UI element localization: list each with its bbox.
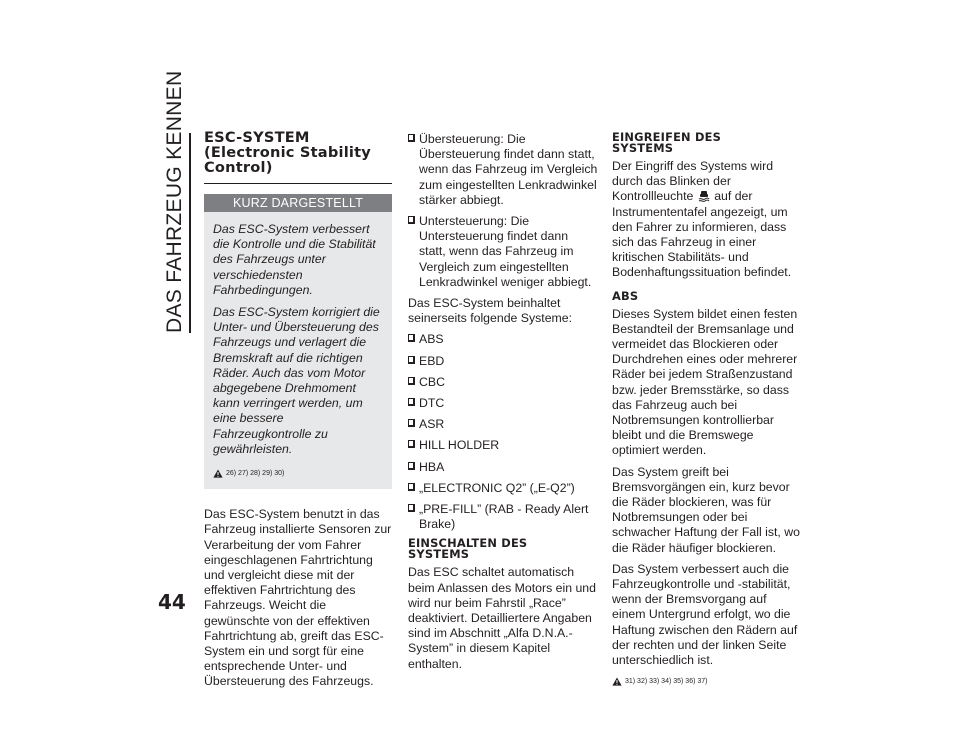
systems-list: [408, 332, 598, 532]
checkbox-icon: [408, 483, 415, 491]
chapter-title: DAS FAHRZEUG KENNEN: [163, 70, 186, 333]
checkbox-icon: [408, 377, 415, 385]
checkbox-icon: [408, 334, 415, 342]
intervention-paragraph: Der Eingriff des Systems wird durch das Blinken der Kontrollleuchte auf der Instrumententafel angezeigt, um den Fahrer zu informieren, dass sich das Fahrzeug in einer kritischen Stabilitäts- und Bodenhaftungssituation befindet.: [612, 159, 792, 280]
list-item: DTC: [408, 396, 598, 411]
list-item: HBA: [408, 460, 598, 475]
summary-paragraph: Das ESC-System verbessert die Kontrolle und die Stabilität des Fahrzeugs unter verschiedensten Fahrbedingungen.: [213, 222, 376, 297]
esc-body-paragraph: Das ESC-System benutzt in das Fahrzeug installierte Sensoren zur Verarbeitung der vom Fahrer eingeschlagenen Fahrtrichtung und vergleicht diese mit der effektiven Fahrtrichtung des Fahrzeugs. Weicht die gewünschte von der effektiven Fahrtrichtung ab, greift das ESC-System ein und sorgt für eine entsprechende Unter- und Übersteuerung des Fahrzeugs.: [204, 507, 392, 689]
esc-warning-lamp-icon: [698, 190, 710, 202]
list-item: ASR: [408, 417, 598, 432]
chapter-rule: [189, 133, 191, 333]
column-2: [408, 132, 598, 678]
activation-heading: EINSCHALTEN DES SYSTEMS: [408, 536, 528, 562]
heading-line: (Electronic Stability: [204, 144, 371, 161]
summary-paragraph: Das ESC-System korrigiert die Unter- und Übersteuerung des Fahrzeugs und verlagert die Bremskraft auf die richtigen Räder. Auch das vom Motor abgegebene Drehmoment kann verringert werden, um eine bessere Fahrzeugkontrolle zu gewährleisten.: [213, 305, 380, 456]
list-item: ABS: [408, 332, 598, 347]
reference-numbers: 26) 27) 28) 29) 30): [226, 470, 285, 478]
abs-paragraph: Das System verbessert auch die Fahrzeugkontrolle und -stabilität, wenn der Bremsvorgang auf einem Untergrund erfolgt, wo die Haftung zwischen den Rädern auf der rechten und der linken Seite unterschiedlich ist.: [612, 561, 798, 668]
warning-triangle-icon: [213, 469, 223, 478]
warning-triangle-icon: [612, 677, 622, 686]
warning-references: [213, 466, 384, 481]
checkbox-icon: [408, 398, 415, 406]
checkbox-icon: [408, 462, 415, 470]
warning-references: [612, 674, 802, 689]
checkbox-icon: [408, 440, 415, 448]
abs-paragraph: Das System greift bei Bremsvorgängen ein, kurz bevor die Räder blockieren, was für Notbremsungen oder bei schwacher Haftung der Fall ist, wo die Räder häufiger blockieren.: [612, 464, 800, 555]
list-item: „PRE-FILL” (RAB - Ready Alert Brake): [408, 502, 598, 532]
checkbox-icon: [408, 216, 415, 224]
steering-list: [408, 132, 598, 290]
list-item: EBD: [408, 354, 598, 369]
column-1: [204, 130, 392, 696]
list-item: Übersteuerung: Die Übersteuerung findet dann statt, wenn das Fahrzeug im Vergleich zum eingestellten Lenkradwinkel stärker abbiegt.: [408, 132, 598, 208]
checkbox-icon: [408, 356, 415, 364]
intervention-heading: EINGREIFEN DES SYSTEMS: [612, 130, 721, 155]
summary-body: [204, 212, 392, 489]
summary-title: KURZ DARGESTELLT: [204, 194, 392, 212]
heading-line: ESC-SYSTEM: [204, 129, 310, 146]
list-item: Untersteuerung: Die Untersteuerung findet dann statt, wenn das Fahrzeug im Vergleich zum eingestellten Lenkradwinkel weniger abbiegt.: [408, 214, 598, 290]
page-number: 44: [158, 590, 186, 614]
checkbox-icon: [408, 419, 415, 427]
reference-numbers: 31) 32) 33) 34) 35) 36) 37): [625, 678, 708, 686]
column-3: [612, 130, 802, 690]
heading-line: Control): [204, 159, 273, 176]
summary-box: [204, 194, 392, 489]
list-item: CBC: [408, 375, 598, 390]
abs-heading: ABS: [612, 288, 639, 303]
checkbox-icon: [408, 504, 415, 512]
list-item: „ELECTRONIC Q2” („E-Q2”): [408, 481, 598, 496]
activation-paragraph: Das ESC schaltet automatisch beim Anlassen des Motors ein und wird nur beim Fahrstil „Race” deaktiviert. Detailliertere Angaben sind im Abschnitt „Alfa D.N.A.-System” in diesem Kapitel enthalten.: [408, 565, 596, 671]
list-item: HILL HOLDER: [408, 438, 598, 453]
checkbox-icon: [408, 134, 415, 142]
esc-system-heading: [204, 130, 392, 184]
systems-intro: Das ESC-System beinhaltet seinerseits folgende Systeme:: [408, 296, 573, 326]
abs-paragraph: Dieses System bildet einen festen Bestandteil der Bremsanlage und vermeidet das Blockieren oder Durchdrehen eines oder mehrerer Räder bei jedem Straßenzustand bzw. jeder Bremsstärke, so dass das Fahrzeug auch bei Notbremsungen kontrollierbar bleibt und die Bremswege optimiert werden.: [612, 306, 798, 458]
